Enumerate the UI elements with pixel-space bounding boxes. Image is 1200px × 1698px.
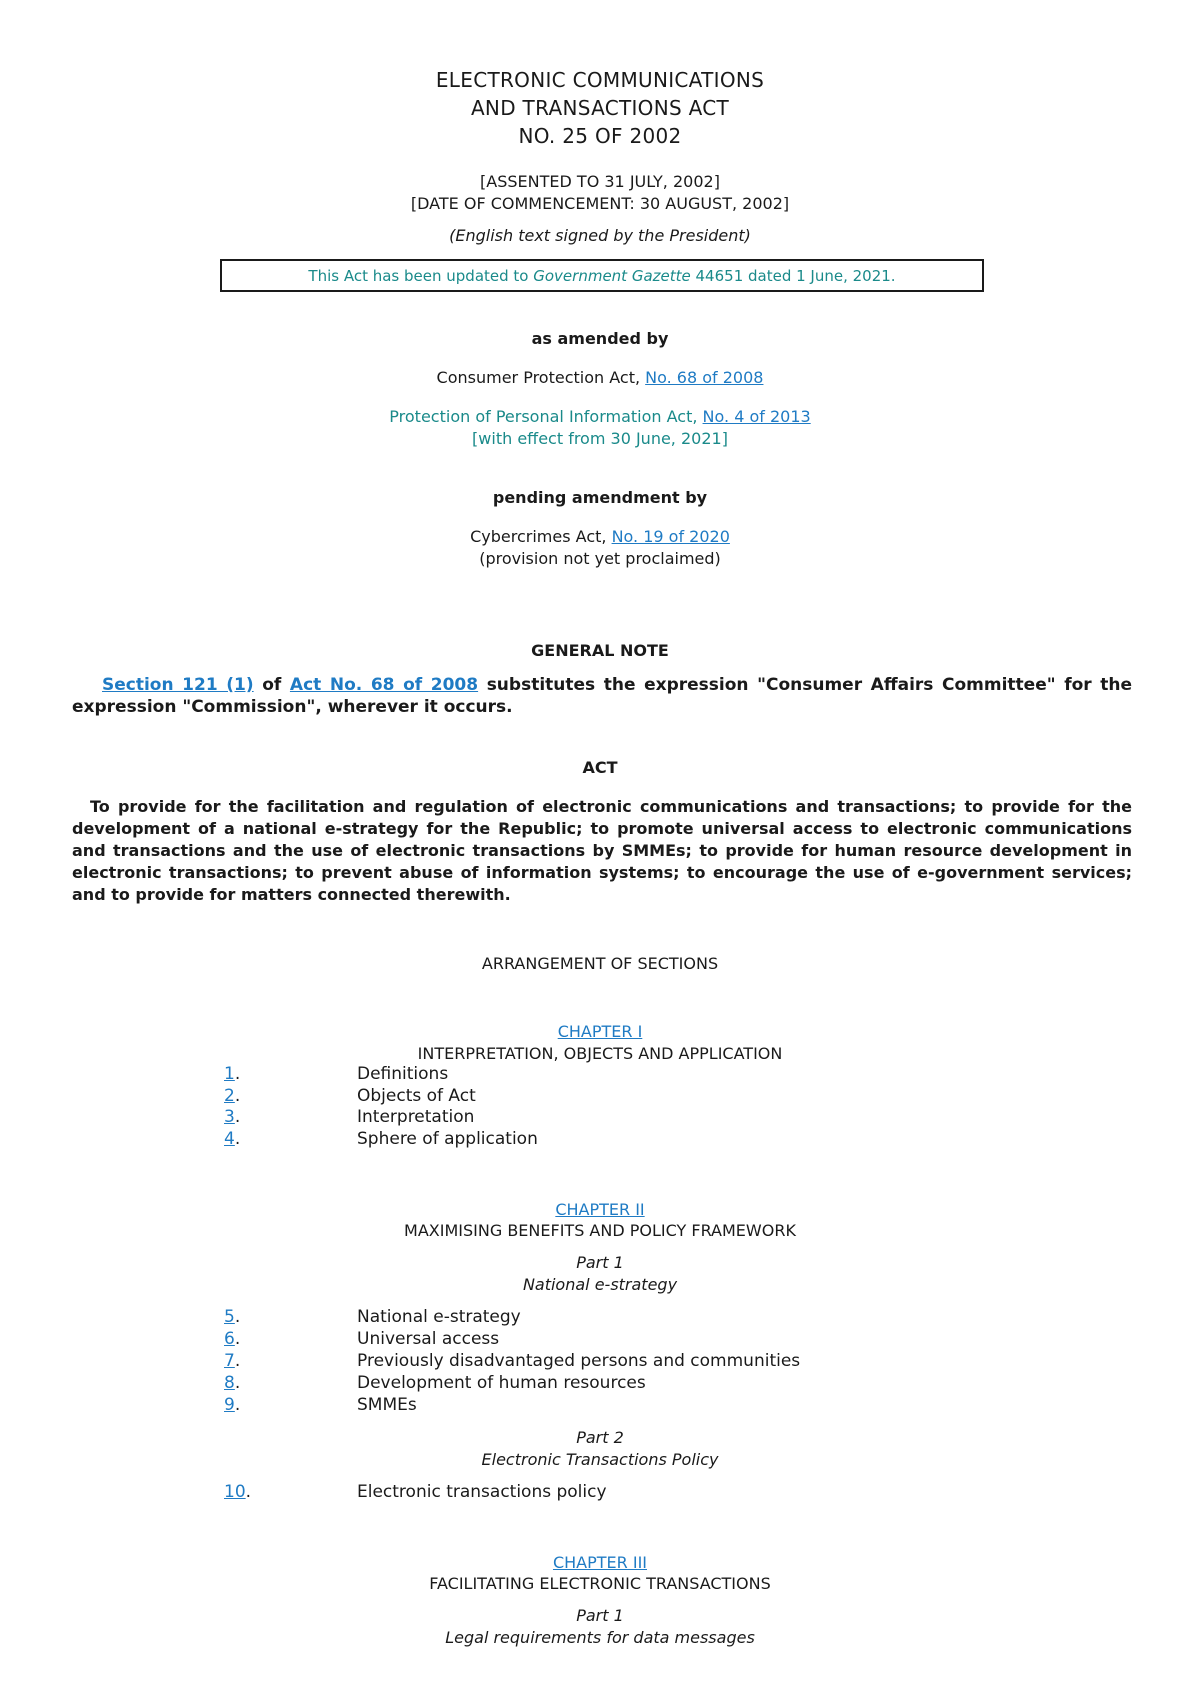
amendment-consumer-protection xyxy=(0,367,1200,389)
toc-section-5: 5. National e-strategy xyxy=(224,1307,521,1327)
pending-heading: pending amendment by xyxy=(492,488,708,507)
amendment-link-act-68-2008[interactable]: No. 68 of 2008 xyxy=(645,368,764,387)
section-title: Definitions xyxy=(357,1064,449,1084)
section-2-link[interactable]: 2 xyxy=(224,1086,235,1106)
toc-section-7: 7. Previously disadvantaged persons and communities xyxy=(224,1351,801,1371)
pending-text: Cybercrimes Act, xyxy=(470,527,612,546)
assent-info xyxy=(0,171,1200,215)
chapter-1-title: INTERPRETATION, OBJECTS AND APPLICATION xyxy=(417,1044,783,1063)
act-title xyxy=(0,66,1200,150)
commencement-date: [DATE OF COMMENCEMENT: 30 AUGUST, 2002] xyxy=(410,194,790,213)
pending-link-act-19-2020[interactable]: No. 19 of 2020 xyxy=(611,527,730,546)
act-heading: ACT xyxy=(582,758,618,777)
act-long-title: To provide for the facilitation and regulation of electronic communications and transactions; to provide for the development of a national e-strategy for the Republic; to promote universal access to electronic communications and transactions and the use of electronic transactions by SMMEs; to provide for human resource development in electronic transactions; to prevent abuse of information systems; to encourage the use of e-government services; and to provide for matters connected therewith. xyxy=(72,797,1132,904)
update-prefix: This Act has been updated to xyxy=(308,267,534,285)
section-8-link[interactable]: 8 xyxy=(224,1373,235,1393)
section-title: SMMEs xyxy=(357,1395,417,1415)
toc-section-10: 10. Electronic transactions policy xyxy=(224,1482,607,1502)
toc-section-3: 3. Interpretation xyxy=(224,1107,475,1127)
section-9-link[interactable]: 9 xyxy=(224,1395,235,1415)
section-title: National e-strategy xyxy=(357,1307,521,1327)
section-7-link[interactable]: 7 xyxy=(224,1351,235,1371)
section-10-link[interactable]: 10 xyxy=(224,1482,246,1502)
amendment-popi xyxy=(0,406,1200,450)
section-title: Development of human resources xyxy=(357,1373,646,1393)
general-note-body: Section 121 (1) of Act No. 68 of 2008 substitutes the expression "Consumer Affairs Committee" for the expression "Commission", wherever it occurs. xyxy=(72,675,1133,717)
section-6-link[interactable]: 6 xyxy=(224,1329,235,1349)
chapter-2-title: MAXIMISING BENEFITS AND POLICY FRAMEWORK xyxy=(404,1221,796,1240)
pending-cybercrimes xyxy=(0,526,1200,570)
toc-section-4: 4. Sphere of application xyxy=(224,1129,538,1149)
chapter-1-heading xyxy=(0,1021,1200,1043)
amendment-link-act-4-2013[interactable]: No. 4 of 2013 xyxy=(702,407,811,426)
amendment-effect-note: [with effect from 30 June, 2021] xyxy=(472,429,728,448)
chapter-2-part-1-title: National e-strategy xyxy=(522,1275,678,1294)
amendment-text: Consumer Protection Act, xyxy=(436,368,646,387)
chapter-3-title: FACILITATING ELECTRONIC TRANSACTIONS xyxy=(429,1574,771,1593)
signed-note: (English text signed by the President) xyxy=(449,226,751,245)
title-line-2: AND TRANSACTIONS ACT xyxy=(470,96,730,120)
chapter-2-link[interactable]: CHAPTER II xyxy=(555,1200,645,1219)
section-121-link[interactable]: Section 121 (1) xyxy=(102,675,254,695)
chapter-3-link[interactable]: CHAPTER III xyxy=(552,1553,648,1572)
section-title: Interpretation xyxy=(357,1107,475,1127)
section-4-link[interactable]: 4 xyxy=(224,1129,235,1149)
chapter-2-part-1-label: Part 1 xyxy=(576,1253,624,1272)
chapter-2-part-2-title: Electronic Transactions Policy xyxy=(481,1450,719,1469)
update-gazette: Government Gazette xyxy=(533,267,691,285)
toc-section-2: 2. Objects of Act xyxy=(224,1086,476,1106)
section-5-link[interactable]: 5 xyxy=(224,1307,235,1327)
general-note-heading: GENERAL NOTE xyxy=(531,641,669,660)
section-title: Objects of Act xyxy=(357,1086,476,1106)
section-title: Electronic transactions policy xyxy=(357,1482,607,1502)
chapter-2-part-2-label: Part 2 xyxy=(576,1428,624,1447)
section-title: Previously disadvantaged persons and communities xyxy=(357,1351,801,1371)
chapter-3-part-1-title: Legal requirements for data messages xyxy=(445,1628,755,1647)
section-1-link[interactable]: 1 xyxy=(224,1064,235,1084)
toc-section-6: 6. Universal access xyxy=(224,1329,500,1349)
section-3-link[interactable]: 3 xyxy=(224,1107,235,1127)
toc-section-9: 9. SMMEs xyxy=(224,1395,417,1415)
arrangement-heading: ARRANGEMENT OF SECTIONS xyxy=(481,954,719,973)
amended-heading: as amended by xyxy=(531,329,669,348)
section-title: Universal access xyxy=(357,1329,500,1349)
toc-section-8: 8. Development of human resources xyxy=(224,1373,646,1393)
chapter-3-heading xyxy=(0,1552,1200,1574)
toc-section-1: 1. Definitions xyxy=(224,1064,449,1084)
act-68-2008-link[interactable]: Act No. 68 of 2008 xyxy=(289,675,479,695)
amendment-text: Protection of Personal Information Act, xyxy=(389,407,703,426)
pending-note: (provision not yet proclaimed) xyxy=(479,549,721,568)
update-notice-box xyxy=(220,259,984,292)
chapter-3-part-1-label: Part 1 xyxy=(576,1606,624,1625)
title-line-1: ELECTRONIC COMMUNICATIONS xyxy=(435,68,765,92)
chapter-2-heading xyxy=(0,1199,1200,1221)
assented-date: [ASSENTED TO 31 JULY, 2002] xyxy=(480,172,720,191)
section-title: Sphere of application xyxy=(357,1129,538,1149)
title-line-3: NO. 25 OF 2002 xyxy=(518,124,682,148)
chapter-1-link[interactable]: CHAPTER I xyxy=(557,1022,643,1041)
update-suffix: 44651 dated 1 June, 2021. xyxy=(690,267,896,285)
